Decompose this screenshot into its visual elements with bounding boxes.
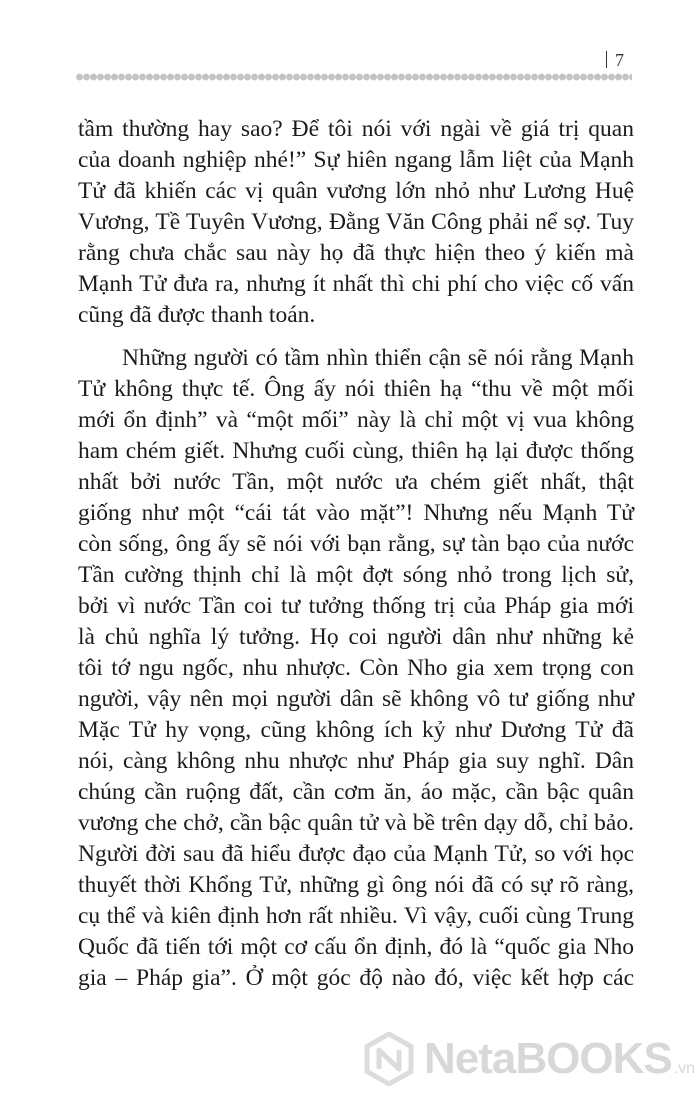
text-line: ham chém giết. Nhưng cuối cùng, thiên hạ lại được thống (78, 438, 634, 464)
paragraph (78, 343, 634, 994)
watermark-brand: NetaBOOKS (424, 1034, 672, 1083)
text-line: mới ổn định” và “một mối” này là chỉ một vị vua không (78, 407, 634, 433)
text-line: nói, càng không nhu nhược như Pháp gia suy nghĩ. Dân (78, 748, 634, 774)
text-line: chúng cần ruộng đất, cần cơm ăn, áo mặc, cần bậc quân (78, 779, 634, 805)
page-number-separator (606, 51, 608, 68)
text-line: thuyết thời Khổng Tử, những gì ông nói đã có sự rõ ràng, (78, 872, 634, 898)
text-line: là chủ nghĩa lý tưởng. Họ coi người dân như những kẻ (78, 624, 634, 650)
text-line: rằng chưa chắc sau này họ đã thực hiện theo ý kiến mà (78, 240, 634, 266)
text-line: Người đời sau đã hiểu được đạo của Mạnh Tử, so với học (78, 841, 634, 867)
text-line: cụ thể và kiên định hơn rất nhiều. Vì vậy, cuối cùng Trung (78, 903, 634, 929)
text-line: gia – Pháp gia”. Ở một góc độ nào đó, việc kết hợp các (78, 965, 634, 991)
watermark-tld: .vn (673, 1060, 696, 1077)
text-line: Những người có tầm nhìn thiển cận sẽ nói rằng Mạnh (122, 345, 634, 371)
page-number-value: 7 (615, 50, 624, 70)
text-line: tầm thường hay sao? Để tôi nói với ngài về giá trị quan (78, 116, 634, 142)
text-line: người, vậy nên mọi người dân sẽ không vô tư giống như (78, 686, 634, 712)
body-text (78, 114, 634, 1006)
text-line: giống như một “cái tát vào mặt”! Nhưng nếu Mạnh Tử (78, 500, 634, 526)
text-line: Mạnh Tử đưa ra, nhưng ít nhất thì chi phí cho việc cố vấn (78, 271, 634, 297)
page-number (606, 50, 625, 71)
header-dotted-divider (76, 73, 632, 81)
text-line: Tần cường thịnh chỉ là một đợt sóng nhỏ trong lịch sử, (78, 562, 634, 588)
text-line: của doanh nghiệp nhé!” Sự hiên ngang lẫm liệt của Mạnh (78, 147, 634, 173)
text-line: Quốc đã tiến tới một cơ cấu ổn định, đó là “quốc gia Nho (78, 934, 634, 960)
text-line: tôi tớ ngu ngốc, nhu nhược. Còn Nho gia xem trọng con (78, 655, 634, 681)
watermark (362, 1032, 695, 1086)
text-line: vương che chở, cần bậc quân tử và bề trên dạy dỗ, chỉ bảo. (78, 810, 634, 836)
text-line: Tử không thực tế. Ông ấy nói thiên hạ “thu về một mối (78, 376, 634, 402)
text-line: Mặc Tử hy vọng, cũng không ích kỷ như Dương Tử đã (78, 717, 634, 743)
text-line: bởi vì nước Tần coi tư tưởng thống trị của Pháp gia mới (78, 593, 634, 619)
netabooks-logo-icon (362, 1032, 416, 1086)
text-line: nhất bởi nước Tần, một nước ưa chém giết nhất, thật (78, 469, 634, 495)
text-line: cũng đã được thanh toán. (78, 302, 316, 328)
text-line: Vương, Tề Tuyên Vương, Đằng Văn Công phải nể sợ. Tuy (78, 209, 634, 235)
text-line: Tử đã khiến các vị quân vương lớn nhỏ như Lương Huệ (78, 178, 634, 204)
paragraph (78, 114, 634, 331)
text-line: còn sống, ông ấy sẽ nói với bạn rằng, sự tàn bạo của nước (78, 531, 634, 557)
